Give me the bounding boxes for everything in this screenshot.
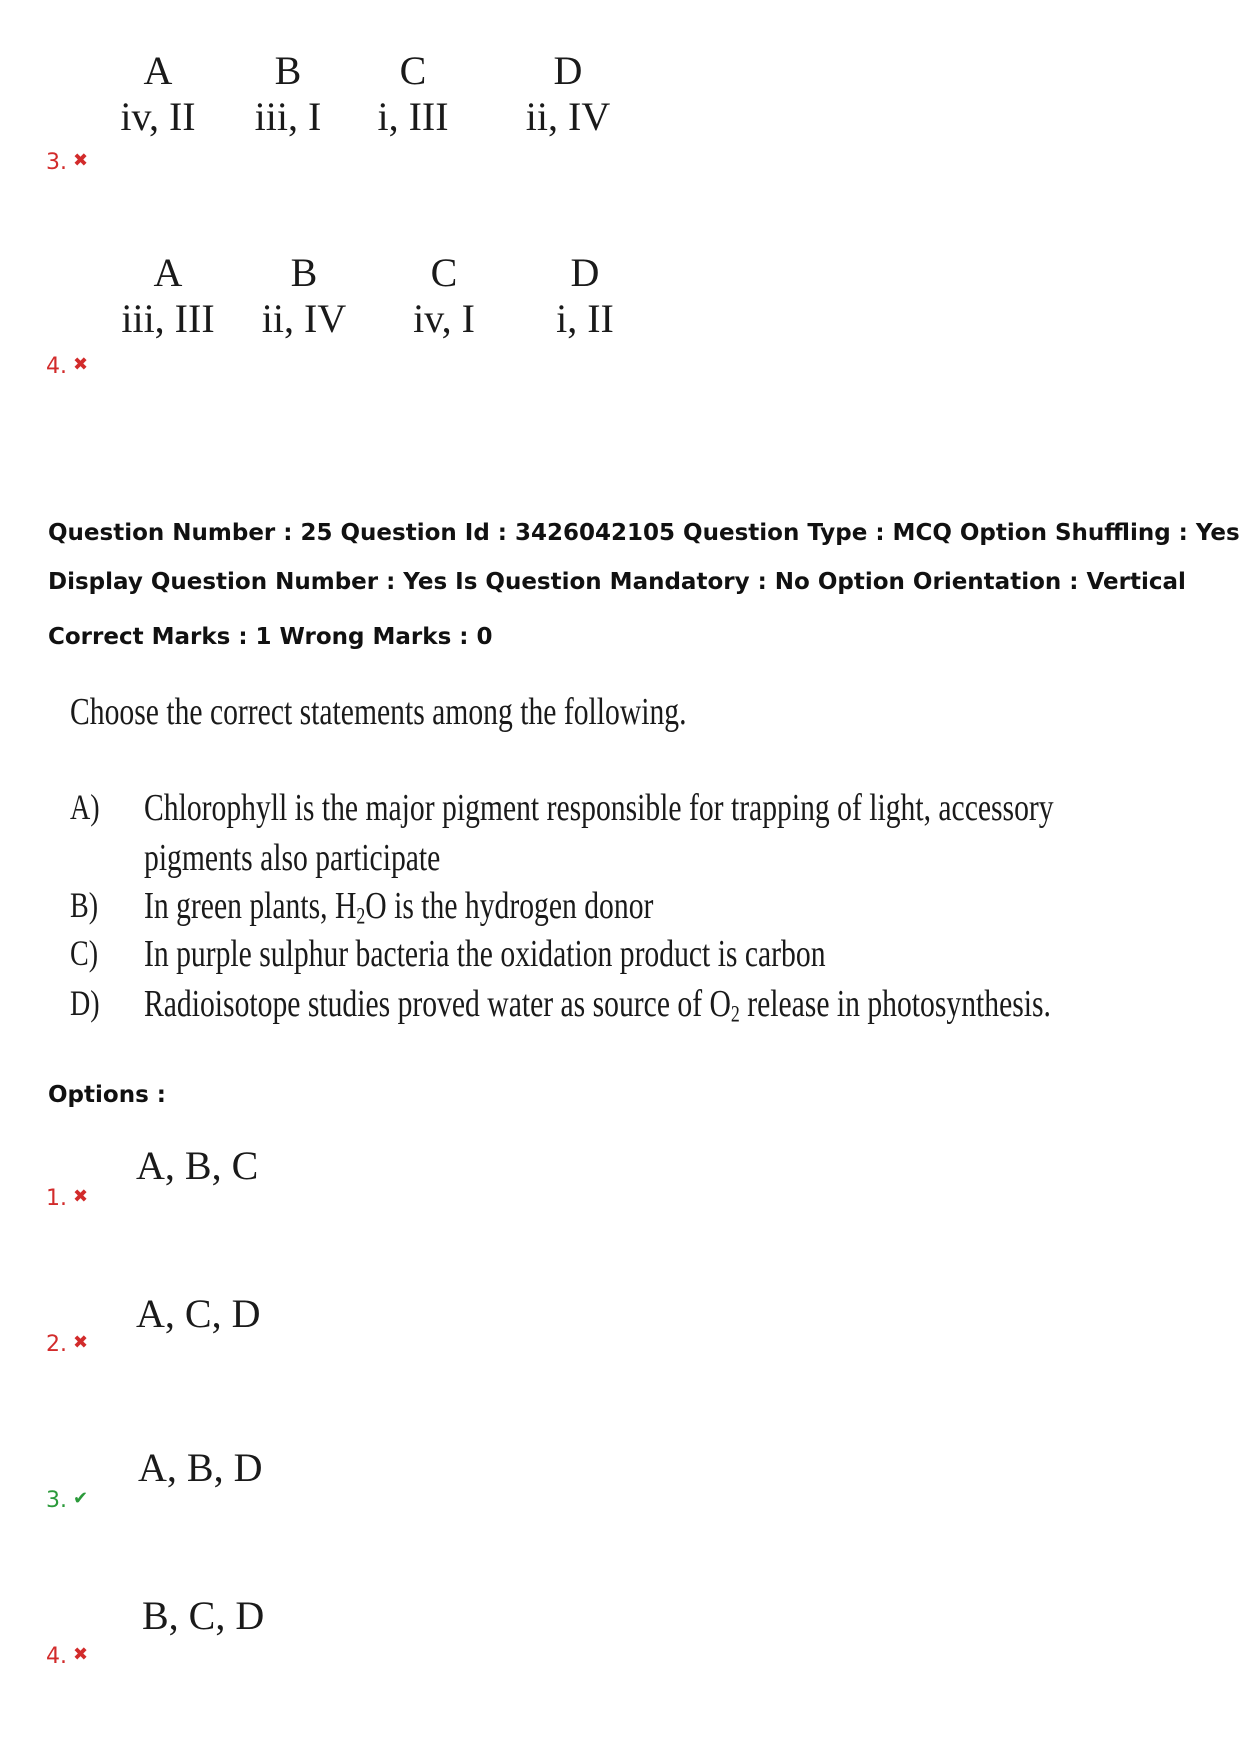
cross-icon: ✖ (73, 1644, 89, 1665)
option-4-text: B, C, D (142, 1593, 265, 1638)
question-meta-line-3: Correct Marks : 1 Wrong Marks : 0 (48, 624, 493, 650)
cross-icon: ✖ (73, 1186, 89, 1207)
option-1-number[interactable]: 1. ✖ (46, 1186, 89, 1211)
question-meta-line-1: Question Number : 25 Question Id : 3426042105 Question Type : MCQ Option Shuffling : Yes (48, 520, 1240, 546)
statement-label: D) (70, 983, 100, 1023)
option-2-number[interactable]: 2. ✖ (46, 1332, 89, 1357)
statement-a (70, 786, 1240, 836)
option-3-number[interactable]: 3. ✔ (46, 1488, 89, 1513)
grid-col-d: D ii, IV (525, 48, 611, 139)
option-2-text: A, C, D (136, 1291, 261, 1336)
option-1-text: A, B, C (136, 1143, 259, 1188)
cross-icon: ✖ (73, 150, 89, 171)
statement-b (70, 884, 1240, 932)
grid-col-c: C i, III (377, 48, 449, 139)
statement-text: pigments also participate (144, 837, 441, 879)
prev-option-4-grid (118, 250, 630, 342)
statement-text: In green plants, $H_2O$ is the hydrogen donor (144, 885, 654, 929)
check-icon: ✔ (73, 1488, 89, 1509)
prev-option-4-number[interactable]: 4. ✖ (46, 354, 89, 379)
statement-list (70, 786, 1240, 1032)
statement-a-cont (70, 836, 1240, 884)
cross-icon: ✖ (73, 354, 89, 375)
question-meta-line-2: Display Question Number : Yes Is Question Mandatory : No Option Orientation : Vertical (48, 569, 1186, 595)
option-3-text: A, B, D (138, 1445, 263, 1490)
statement-c (70, 932, 1240, 982)
prev-option-3-grid (118, 48, 618, 140)
statement-label: B) (70, 885, 99, 925)
statement-text: Radioisotope studies proved water as source of $O_2$ release in photosynthesis. (144, 983, 1051, 1027)
cross-icon: ✖ (73, 1332, 89, 1353)
statement-label: C) (70, 933, 99, 973)
prev-option-3-number[interactable]: 3. ✖ (46, 150, 89, 175)
grid-col-d: D i, II (556, 250, 614, 341)
grid-col-c: C iv, I (413, 250, 475, 341)
option-4-number[interactable]: 4. ✖ (46, 1644, 89, 1669)
statement-text: Chlorophyll is the major pigment responsible for trapping of light, accessory (144, 787, 1054, 829)
statement-label: A) (70, 787, 100, 827)
options-heading: Options : (48, 1082, 166, 1108)
statement-d (70, 982, 1240, 1032)
grid-col-a: A iii, III (121, 250, 215, 341)
grid-col-b: B ii, IV (261, 250, 347, 341)
statement-text: In purple sulphur bacteria the oxidation product is carbon (144, 933, 826, 975)
question-prompt: Choose the correct statements among the following. (70, 691, 687, 733)
grid-col-a: A iv, II (120, 48, 196, 139)
grid-col-b: B iii, I (254, 48, 322, 139)
